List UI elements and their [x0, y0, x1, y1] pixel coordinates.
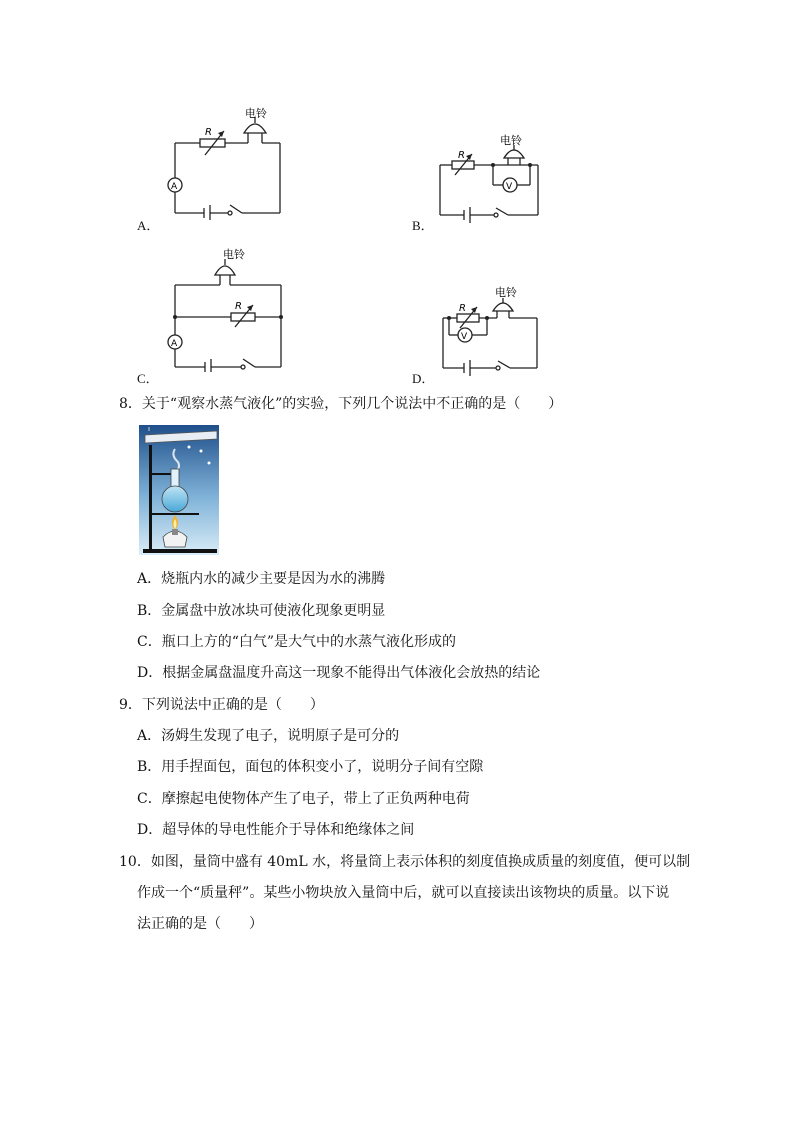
circuit-a [160, 105, 290, 220]
q9-option-b: B．用手捏面包，面包的体积变小了，说明分子间有空隙 [137, 759, 484, 775]
bell-label: 电铃 [245, 107, 267, 120]
circuit-d-diagram [435, 283, 550, 378]
ammeter-label: A [171, 339, 178, 349]
ammeter-label: A [171, 182, 178, 192]
q8-option-d: D．根据金属盘温度升高这一现象不能得出气体液化会放热的结论 [137, 665, 541, 681]
option-d-label: D． [412, 371, 435, 386]
circuit-c [163, 247, 288, 372]
circuit-a-diagram [160, 105, 290, 220]
q8-option-c: C．瓶口上方的“白气”是大气中的水蒸气液化形成的 [137, 634, 457, 650]
resistor-label: R [235, 301, 242, 312]
q9-stem: 9．下列说法中正确的是（ ） [119, 697, 324, 713]
bell-label: 电铃 [500, 134, 522, 147]
resistor-label: R [458, 150, 465, 161]
circuit-b-diagram [430, 130, 550, 225]
q8-option-a: A．烧瓶内水的减少主要是因为水的沸腾 [137, 571, 386, 587]
q10-line-2: 作成一个“质量秤”。某些小物块放入量筒中后，就可以直接读出该物块的质量。以下说 [137, 885, 670, 901]
q8-stem: 8．关于“观察水蒸气液化”的实验，下列几个说法中不正确的是（ ） [119, 396, 563, 412]
voltmeter-label: V [506, 182, 513, 192]
q8-experiment-figure [139, 425, 219, 555]
voltmeter-label: V [461, 332, 468, 342]
option-b-label: B． [412, 218, 434, 233]
bell-label: 电铃 [223, 248, 245, 261]
circuit-c-diagram [163, 247, 288, 372]
circuit-b [430, 130, 550, 225]
q9-option-a: A．汤姆生发现了电子，说明原子是可分的 [137, 728, 400, 744]
bell-label: 电铃 [495, 286, 517, 299]
q9-option-d: D．超导体的导电性能介于导体和绝缘体之间 [137, 822, 415, 838]
circuit-d [435, 283, 550, 378]
q10-line-1: 10．如图，量筒中盛有 40mL 水，将量筒上表示体积的刻度值换成质量的刻度值，便可以制 [119, 854, 691, 870]
q10-line-3: 法正确的是（ ） [137, 916, 263, 932]
resistor-label: R [205, 127, 212, 138]
option-c-label: C． [137, 371, 159, 386]
steam-condensation-illustration [139, 425, 219, 555]
resistor-label: R [459, 303, 466, 314]
q8-option-b: B．金属盘中放冰块可使液化现象更明显 [137, 603, 386, 619]
q9-option-c: C．摩擦起电使物体产生了电子，带上了正负两种电荷 [137, 791, 470, 807]
option-a-label: A． [137, 218, 160, 233]
